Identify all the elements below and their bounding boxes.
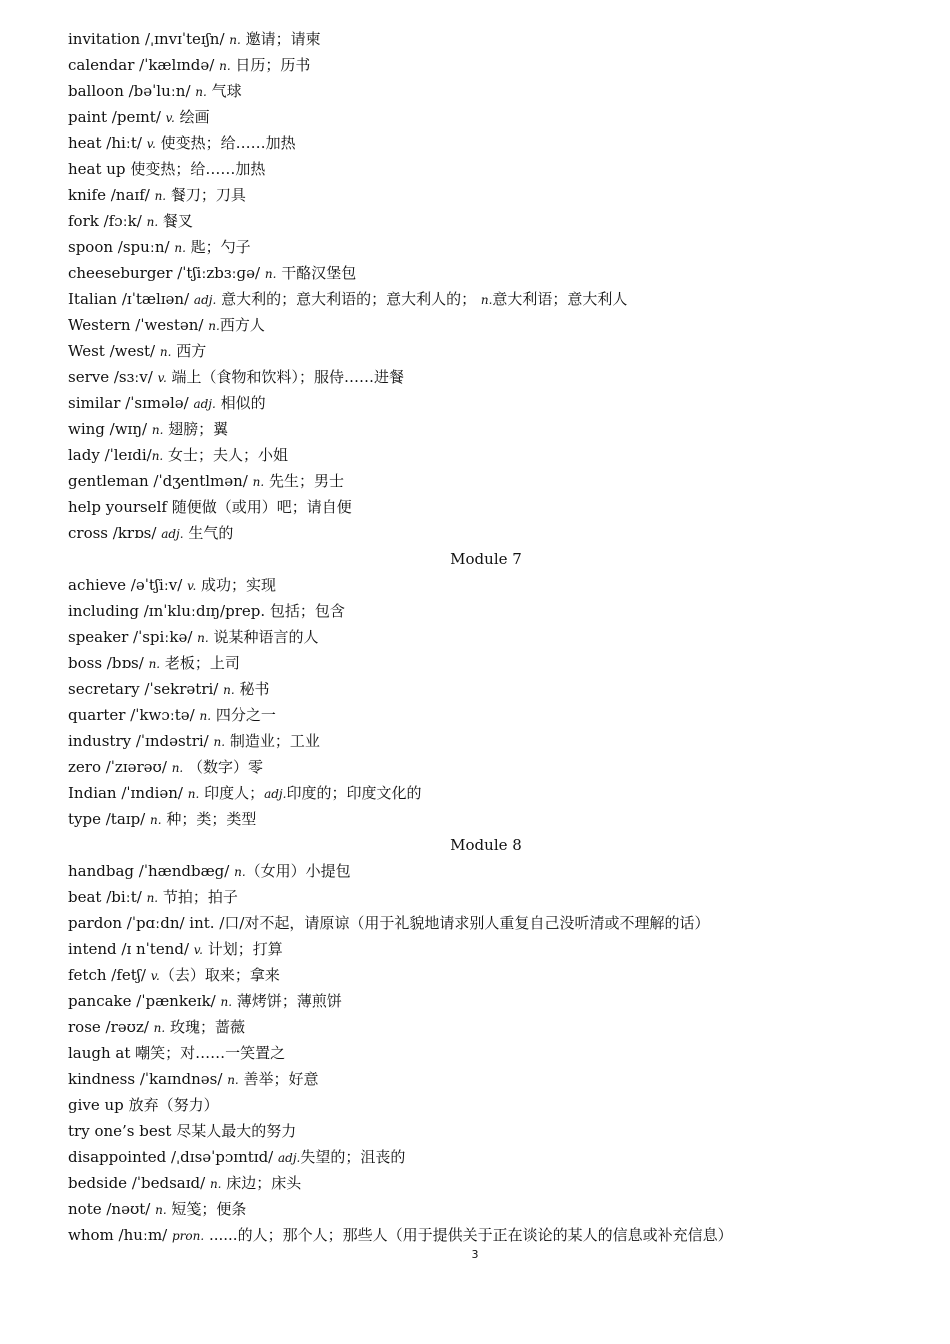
entry-word: Italian /ɪˈtælɪən/: [68, 290, 194, 308]
entry-word: industry /ˈɪndəstri/: [68, 732, 214, 750]
vocab-entry: [68, 1222, 904, 1248]
entry-word: lady /ˈleɪdi/: [68, 446, 152, 464]
entry-meaning: 老板；上司: [160, 654, 240, 672]
entry-meaning: 西方: [171, 342, 207, 360]
vocab-entry: [68, 728, 904, 754]
entry-meaning: 薄烤饼；薄煎饼: [232, 992, 342, 1010]
entry-meaning: 相似的: [215, 394, 266, 412]
vocab-entry: [68, 1196, 904, 1222]
entry-meaning: 西方人: [219, 316, 265, 334]
entry-meaning: （去）取来；拿来: [159, 966, 280, 984]
part-of-speech: n.: [187, 787, 200, 801]
part-of-speech: n.: [151, 449, 164, 463]
part-of-speech: n.: [223, 683, 235, 697]
entry-word: laugh at: [68, 1044, 136, 1062]
vocabulary-list: [68, 26, 904, 1248]
entry-meaning: 失望的；沮丧的: [300, 1148, 406, 1166]
part-of-speech: v.: [157, 371, 167, 385]
vocab-entry: [68, 1144, 904, 1170]
vocab-entry: [68, 910, 904, 936]
entry-meaning: 节拍；拍子: [158, 888, 238, 906]
vocab-entry: [68, 26, 904, 52]
entry-word: zero /ˈzɪərəʊ/: [68, 758, 172, 776]
part-of-speech: v.: [150, 969, 160, 983]
vocab-entry: [68, 312, 904, 338]
part-of-speech: n.: [209, 1177, 222, 1191]
vocab-entry: [68, 1040, 904, 1066]
vocab-entry: [68, 338, 904, 364]
entry-word: calendar /ˈkælɪndə/: [68, 56, 220, 74]
entry-meaning: 种；类；类型: [161, 810, 257, 828]
vocab-entry: [68, 598, 904, 624]
entry-meaning: 生气的: [183, 524, 234, 542]
entry-word: heat up: [68, 160, 131, 178]
vocab-entry: [68, 104, 904, 130]
entry-word: bedside /ˈbedsaɪd/: [68, 1174, 210, 1192]
vocab-entry: [68, 234, 904, 260]
vocab-entry: [68, 416, 904, 442]
part-of-speech: n.: [174, 241, 186, 255]
entry-meaning: 善举；好意: [238, 1070, 319, 1088]
module-heading: Module 8: [450, 836, 522, 854]
entry-meaning: 先生；男士: [264, 472, 344, 490]
entry-word: type /taɪp/: [68, 810, 150, 828]
part-of-speech: pron.: [172, 1229, 205, 1243]
entry-word: intend /ɪ nˈtend/: [68, 940, 194, 958]
vocab-entry: [68, 858, 904, 884]
module-heading: Module 7: [450, 550, 522, 568]
part-of-speech: n.: [199, 709, 212, 723]
vocab-entry: [68, 442, 904, 468]
entry-meaning: 成功；实现: [196, 576, 277, 594]
part-of-speech: n.: [234, 865, 246, 879]
part-of-speech: adj.: [193, 293, 217, 307]
part-of-speech: n.: [154, 189, 167, 203]
vocab-entry: [68, 1170, 904, 1196]
vocab-entry: [68, 286, 904, 312]
entry-word: fetch /fetʃ/: [68, 966, 151, 984]
part-of-speech: v.: [146, 137, 156, 151]
part-of-speech: v.: [165, 111, 175, 125]
entry-word: pancake /ˈpænkeɪk/: [68, 992, 221, 1010]
entry-meaning: 说某种语言的人: [208, 628, 319, 646]
vocab-entry: [68, 260, 904, 286]
part-of-speech: n.: [220, 995, 233, 1009]
part-of-speech: v.: [187, 579, 197, 593]
vocab-entry: [68, 130, 904, 156]
entry-meaning: 嘲笑；对……一笑置之: [135, 1044, 286, 1062]
entry-meaning: 邀请；请柬: [240, 30, 321, 48]
entry-word: beat /biːt/: [68, 888, 147, 906]
entry-word: including /ɪnˈkluːdɪŋ/prep.: [68, 602, 270, 620]
vocab-entry: [68, 676, 904, 702]
vocab-entry: [68, 1014, 904, 1040]
entry-word: knife /naɪf/: [68, 186, 155, 204]
entry-meaning: 印度的；印度文化的: [286, 784, 422, 802]
entry-meaning: 计划；打算: [202, 940, 283, 958]
part-of-speech: n.: [227, 1073, 239, 1087]
part-of-speech: n.: [155, 1203, 167, 1217]
entry-meaning: 四分之一: [211, 706, 276, 724]
vocab-entry: [68, 1066, 904, 1092]
part-of-speech: n.: [195, 85, 207, 99]
part-of-speech: n.: [264, 267, 277, 281]
entry-word: achieve /əˈtʃiːv/: [68, 576, 188, 594]
entry-word: serve /sɜːv/: [68, 368, 158, 386]
part-of-speech: adj.: [193, 397, 216, 411]
entry-meaning: 随便做（或用）吧；请自便: [171, 498, 352, 516]
part-of-speech: n.: [197, 631, 209, 645]
entry-word: pardon /ˈpɑːdn/ int.: [68, 914, 220, 932]
vocab-entry: [68, 468, 904, 494]
vocab-entry: [68, 988, 904, 1014]
entry-meaning: （女用）小提包: [245, 862, 351, 880]
entry-meaning: 翅膀；翼: [163, 420, 229, 438]
part-of-speech: n.: [151, 423, 164, 437]
entry-meaning: 包括；包含: [269, 602, 345, 620]
entry-meaning: 女士；夫人；小姐: [163, 446, 289, 464]
part-of-speech: n.: [159, 345, 172, 359]
entry-word: note /nəʊt/: [68, 1200, 156, 1218]
entry-word: handbag /ˈhændbæg/: [68, 862, 235, 880]
entry-meaning: 尽某人最大的努力: [176, 1122, 297, 1140]
vocab-entry: [68, 884, 904, 910]
entry-meaning: 制造业；工业: [225, 732, 320, 750]
entry-word: balloon /bəˈluːn/: [68, 82, 196, 100]
entry-meaning: /口/对不起，请原谅（用于礼貌地请求别人重复自己没听清或不理解的话）: [219, 914, 710, 932]
vocab-entry: [68, 208, 904, 234]
entry-word: spoon /spuːn/: [68, 238, 175, 256]
entry-meaning: 放弃（努力）: [128, 1096, 219, 1114]
vocab-entry: [68, 1118, 904, 1144]
entry-word: Western /ˈwestən/: [68, 316, 209, 334]
entry-meaning: 短笺；便条: [166, 1200, 247, 1218]
vocab-entry: [68, 572, 904, 598]
part-of-speech: n.: [229, 33, 241, 47]
entry-meaning: 餐叉: [158, 212, 193, 230]
part-of-speech: v.: [193, 943, 203, 957]
entry-meaning: 印度人；: [199, 784, 265, 802]
vocab-entry: [68, 52, 904, 78]
part-of-speech: n.: [213, 735, 226, 749]
vocab-entry: [68, 182, 904, 208]
entry-meaning: 秘书: [234, 680, 270, 698]
vocab-entry: [68, 806, 904, 832]
vocab-entry: [68, 390, 904, 416]
entry-word: paint /peɪnt/: [68, 108, 166, 126]
entry-word: quarter /ˈkwɔːtə/: [68, 706, 200, 724]
entry-meaning: 意大利的；意大利语的；意大利人的；: [216, 290, 481, 308]
entry-word: gentleman /ˈdʒentlmən/: [68, 472, 253, 490]
part-of-speech: n.: [150, 813, 162, 827]
entry-word: speaker /ˈspiːkə/: [68, 628, 198, 646]
vocab-entry: [68, 78, 904, 104]
part-of-speech: n.: [146, 891, 159, 905]
vocab-entry: [68, 1092, 904, 1118]
part-of-speech: n.: [208, 319, 220, 333]
vocab-entry: [68, 520, 904, 546]
entry-meaning: 端上（食物和饮料）；服侍……进餐: [166, 368, 405, 386]
entry-word: help yourself: [68, 498, 172, 516]
vocab-entry: [68, 364, 904, 390]
vocab-entry: [68, 780, 904, 806]
entry-meaning: 干酪汉堡包: [276, 264, 357, 282]
entry-word: disappointed /ˌdɪsəˈpɔɪntɪd/: [68, 1148, 278, 1166]
entry-meaning: 床边；床头: [221, 1174, 302, 1192]
vocab-entry: [68, 650, 904, 676]
entry-word: give up: [68, 1096, 129, 1114]
entry-meaning: 使变热；给……加热: [155, 134, 296, 152]
vocab-entry: [68, 156, 904, 182]
part-of-speech: n.: [171, 761, 184, 775]
entry-word: fork /fɔːk/: [68, 212, 147, 230]
entry-meaning: ......的人；那个人；那些人（用于提供关于正在谈论的某人的信息或补充信息）: [204, 1226, 733, 1244]
page-number: 3: [471, 1248, 479, 1261]
vocab-entry: [68, 754, 904, 780]
part-of-speech: n.: [252, 475, 265, 489]
entry-meaning: 日历；历书: [230, 56, 311, 74]
part-of-speech: n.: [146, 215, 159, 229]
entry-word: heat /hiːt/: [68, 134, 147, 152]
entry-meaning: 玫瑰；蔷薇: [165, 1018, 245, 1036]
entry-meaning: 使变热；给……加热: [130, 160, 266, 178]
entry-word: West /west/: [68, 342, 160, 360]
part-of-speech: n.: [480, 293, 493, 307]
entry-meaning: 绘画: [174, 108, 210, 126]
part-of-speech: adj.: [278, 1151, 301, 1165]
part-of-speech: adj.: [264, 787, 287, 801]
entry-meaning: 餐刀；刀具: [166, 186, 246, 204]
entry-word: invitation /ˌɪnvɪˈteɪʃn/: [68, 30, 230, 48]
vocab-entry: [68, 962, 904, 988]
vocab-entry: [68, 702, 904, 728]
vocab-entry: [68, 936, 904, 962]
entry-word: whom /huːm/: [68, 1226, 172, 1244]
entry-meaning: 匙；勺子: [185, 238, 251, 256]
entry-word: wing /wɪŋ/: [68, 420, 152, 438]
entry-word: secretary /ˈsekrətri/: [68, 680, 224, 698]
vocab-entry: [68, 624, 904, 650]
entry-word: kindness /ˈkaɪndnəs/: [68, 1070, 228, 1088]
entry-word: cross /krɒs/: [68, 524, 162, 542]
entry-meaning: （数字）零: [183, 758, 264, 776]
part-of-speech: n.: [219, 59, 231, 73]
entry-word: try one’s best: [68, 1122, 177, 1140]
entry-meaning: 意大利语；意大利人: [492, 290, 628, 308]
part-of-speech: n.: [148, 657, 161, 671]
entry-meaning: 气球: [206, 82, 242, 100]
part-of-speech: n.: [153, 1021, 166, 1035]
entry-word: cheeseburger /ˈtʃiːzbɜːɡə/: [68, 264, 265, 282]
entry-word: similar /ˈsɪmələ/: [68, 394, 194, 412]
entry-word: boss /bɒs/: [68, 654, 149, 672]
vocab-entry: [68, 494, 904, 520]
entry-word: rose /rəʊz/: [68, 1018, 154, 1036]
entry-word: Indian /ˈɪndiən/: [68, 784, 188, 802]
part-of-speech: adj.: [161, 527, 184, 541]
